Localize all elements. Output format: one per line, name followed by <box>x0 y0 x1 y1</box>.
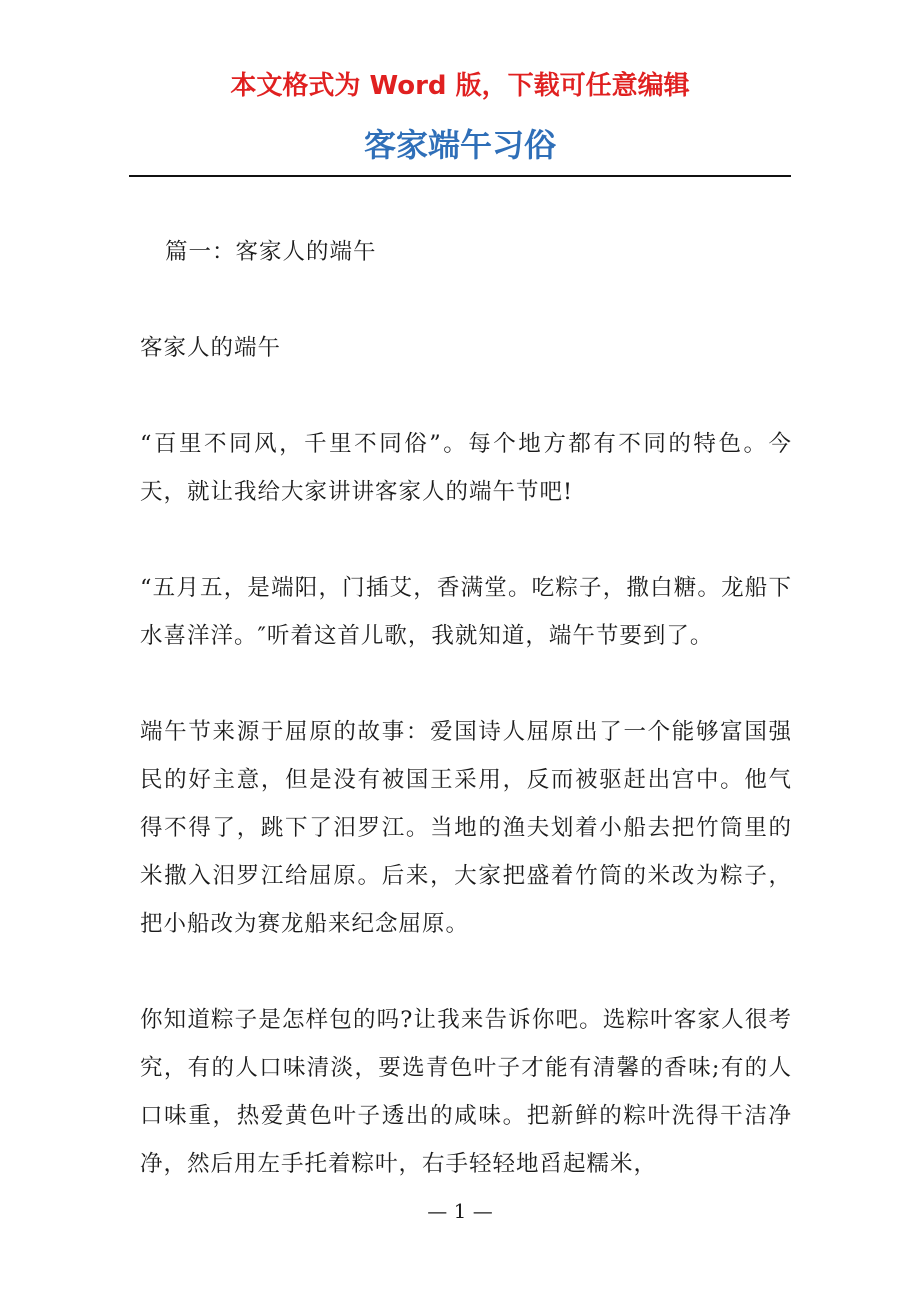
paragraph: 端午节来源于屈原的故事：爱国诗人屈原出了一个能够富国强民的好主意，但是没有被国王采用，反而被驱赶出宫中。他气得不得了，跳下了汨罗江。当地的渔夫划着小船去把竹筒里的米撒入汨罗江给屈原。后来，大家把盛着竹筒的米改为粽子，把小船改为赛龙船来纪念屈原。 <box>140 719 792 937</box>
document-body <box>140 228 792 1188</box>
subheading: 客家人的端午 <box>140 335 282 361</box>
paragraph: 你知道粽子是怎样包的吗?让我来告诉你吧。选粽叶客家人很考究，有的人口味清淡，要选青色叶子才能有清馨的香味;有的人口味重，热爱黄色叶子透出的咸味。把新鲜的粽叶洗得干洁净净，然后用左手托着粽叶，右手轻轻地舀起糯米， <box>140 1007 792 1177</box>
title-divider <box>129 175 791 177</box>
paragraph: “百里不同风，千里不同俗”。每个地方都有不同的特色。今天，就让我给大家讲讲客家人的端午节吧! <box>140 431 792 505</box>
section-heading: 篇一：客家人的端午 <box>165 239 377 265</box>
document-title: 客家端午习俗 <box>363 126 556 164</box>
word-format-notice: 本文格式为 Word 版，下载可任意编辑 <box>230 71 690 101</box>
page-number: — 1 — <box>427 1199 493 1223</box>
paragraph: “五月五，是端阳，门插艾，香满堂。吃粽子，撒白糖。龙船下水喜洋洋。″听着这首儿歌，我就知道，端午节要到了。 <box>140 575 792 649</box>
